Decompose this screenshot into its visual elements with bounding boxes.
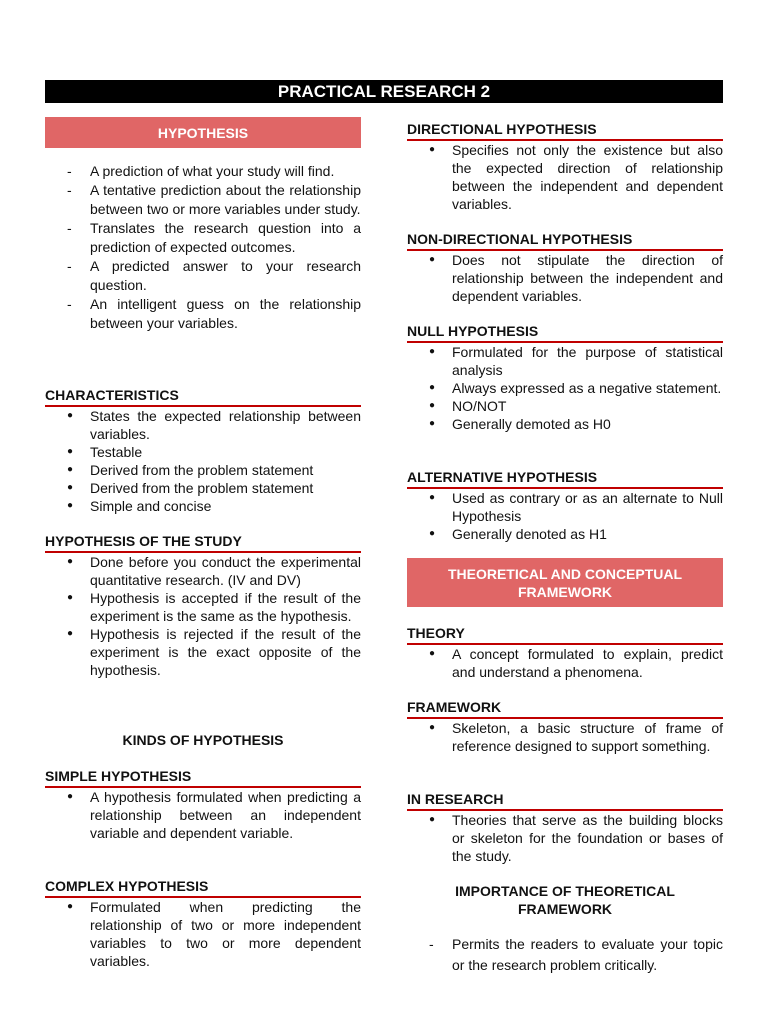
list-item: - Permits the readers to evaluate your topic or the research problem critically.	[407, 934, 723, 976]
list-item: - A prediction of what your study will find.	[45, 162, 361, 181]
in-research-list	[407, 811, 723, 865]
list-item: ● Hypothesis is rejected if the result of the experiment is the exact opposite of the hypothesis.	[45, 625, 361, 679]
list-item: ● Simple and concise	[45, 497, 361, 515]
characteristics-list	[45, 407, 361, 515]
kinds-of-hypothesis-heading: KINDS OF HYPOTHESIS	[122, 732, 284, 748]
null-hypothesis-list	[407, 343, 723, 433]
complex-hypothesis-list	[45, 898, 361, 970]
hypothesis-of-study-heading: HYPOTHESIS OF THE STUDY	[45, 532, 361, 553]
list-item: ● Done before you conduct the experimental quantitative research. (IV and DV)	[45, 553, 361, 589]
theory-list	[407, 645, 723, 681]
complex-hypothesis-heading: COMPLEX HYPOTHESIS	[45, 877, 361, 898]
list-item: ● Hypothesis is accepted if the result of the experiment is the same as the hypothesis.	[45, 589, 361, 625]
characteristics-heading: CHARACTERISTICS	[45, 386, 361, 407]
importance-heading: IMPORTANCE OF THEORETICAL FRAMEWORK	[455, 883, 675, 917]
list-item: ● Does not stipulate the direction of relationship between the independent and dependent variables.	[407, 251, 723, 305]
null-hypothesis-heading: NULL HYPOTHESIS	[407, 322, 723, 343]
hypothesis-banner	[45, 117, 361, 148]
theory-heading: THEORY	[407, 624, 723, 645]
list-item: ● NO/NOT	[407, 397, 723, 415]
non-directional-hypothesis-list	[407, 251, 723, 305]
list-item: ● Derived from the problem statement	[45, 479, 361, 497]
document-title: PRACTICAL RESEARCH 2	[45, 80, 723, 103]
list-item: ● Generally demoted as H0	[407, 415, 723, 433]
list-item: ● Used as contrary or as an alternate to Null Hypothesis	[407, 489, 723, 525]
hypothesis-definition-list	[45, 162, 361, 333]
list-item: ● Theories that serve as the building blocks or skeleton for the foundation or bases of the study.	[407, 811, 723, 865]
alternative-hypothesis-heading: ALTERNATIVE HYPOTHESIS	[407, 468, 723, 489]
importance-list	[407, 934, 723, 976]
list-item: ● States the expected relationship between variables.	[45, 407, 361, 443]
in-research-heading: IN RESEARCH	[407, 790, 723, 811]
list-item: ● Formulated when predicting the relationship of two or more independent variables to two or more dependent variables.	[45, 898, 361, 970]
list-item: ● Derived from the problem statement	[45, 461, 361, 479]
list-item: ● Skeleton, a basic structure of frame of reference designed to support something.	[407, 719, 723, 755]
directional-hypothesis-heading: DIRECTIONAL HYPOTHESIS	[407, 120, 723, 141]
list-item: ● A concept formulated to explain, predict and understand a phenomena.	[407, 645, 723, 681]
directional-hypothesis-list	[407, 141, 723, 213]
list-item: ● Testable	[45, 443, 361, 461]
non-directional-hypothesis-heading: NON-DIRECTIONAL HYPOTHESIS	[407, 230, 723, 251]
framework-banner	[407, 558, 723, 607]
list-item: - A tentative prediction about the relationship between two or more variables under study.	[45, 181, 361, 219]
list-item: - Translates the research question into a prediction of expected outcomes.	[45, 219, 361, 257]
list-item: ● Always expressed as a negative statement.	[407, 379, 723, 397]
simple-hypothesis-heading: SIMPLE HYPOTHESIS	[45, 767, 361, 788]
framework-list	[407, 719, 723, 755]
framework-heading: FRAMEWORK	[407, 698, 723, 719]
list-item: ● Specifies not only the existence but also the expected direction of relationship between the independent and dependent variables.	[407, 141, 723, 213]
list-item: ● A hypothesis formulated when predicting a relationship between an independent variable and dependent variable.	[45, 788, 361, 842]
list-item: ● Generally denoted as H1	[407, 525, 723, 543]
list-item: - A predicted answer to your research question.	[45, 257, 361, 295]
alternative-hypothesis-list	[407, 489, 723, 543]
simple-hypothesis-list	[45, 788, 361, 842]
list-item: ● Formulated for the purpose of statistical analysis	[407, 343, 723, 379]
list-item: - An intelligent guess on the relationship between your variables.	[45, 295, 361, 333]
hypothesis-of-study-list	[45, 553, 361, 679]
hypothesis-banner-label: HYPOTHESIS	[157, 124, 249, 141]
framework-banner-label: THEORETICAL AND CONCEPTUAL FRAMEWORK	[447, 565, 683, 600]
